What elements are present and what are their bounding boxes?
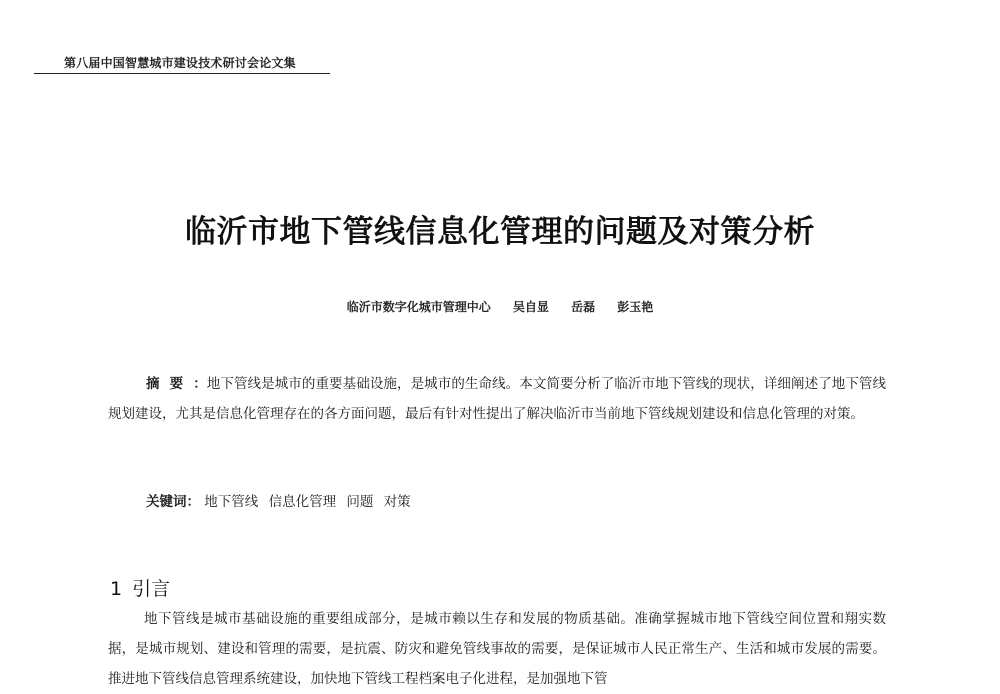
keyword: 地下管线 (204, 494, 259, 510)
author-name: 彭玉艳 (617, 300, 654, 314)
keyword: 信息化管理 (268, 494, 337, 510)
keywords-label: 关键词： (146, 494, 200, 510)
abstract-text: 地下管线是城市的重要基础设施，是城市的生命线。本文简要分析了临沂市地下管线的现状，详细阐述了地下管线规划建设，尤其是信息化管理存在的各方面问题，最后有针对性提出了解决临沂市当前地下管线规划建设和信息化管理的对策。 (108, 376, 887, 422)
keyword: 对策 (383, 494, 411, 510)
keyword: 问题 (346, 494, 374, 510)
paper-title: 临沂市地下管线信息化管理的问题及对策分析 (185, 214, 815, 250)
header-rule (34, 73, 330, 74)
section-number: 1 (110, 578, 123, 600)
author-affiliation: 临沂市数字化城市管理中心 (346, 300, 491, 314)
abstract-label: 摘要 (146, 376, 194, 392)
author-name: 岳磊 (571, 300, 596, 314)
section-title: 引言 (132, 578, 171, 600)
section-heading (110, 574, 170, 601)
running-header: 第八届中国智慧城市建设技术研讨会论文集 (64, 56, 296, 70)
keywords (146, 490, 886, 510)
abstract (108, 369, 886, 429)
author-line (0, 298, 1000, 315)
abstract-label-colon: ： (193, 376, 207, 392)
author-name: 吴自显 (512, 300, 549, 314)
section-body-text: 地下管线是城市基础设施的重要组成部分，是城市赖以生存和发展的物质基础。准确掌握城市地下管线空间位置和翔实数据，是城市规划、建设和管理的需要，是抗震、防灾和避免管线事故的需要，是保证城市人民正常生产、生活和城市发展的需要。推进地下管线信息管理系统建设，加快地下管线工程档案电子化进程，是加强地下管 (108, 611, 886, 687)
